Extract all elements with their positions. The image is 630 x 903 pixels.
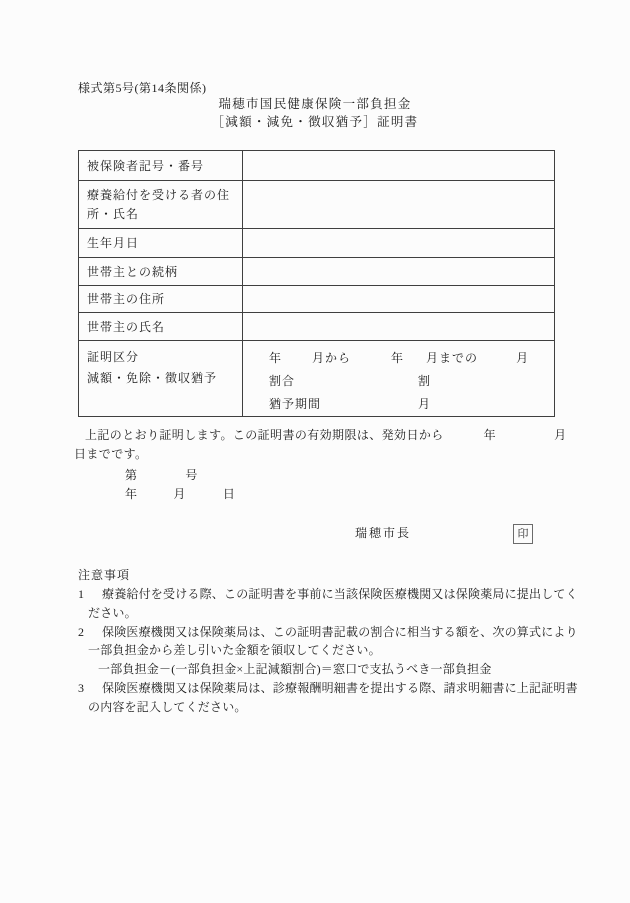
row-value-cell <box>243 286 555 313</box>
ratio-token: 割合 <box>269 374 296 388</box>
table-row-birthdate <box>79 229 555 258</box>
document-title-line1: 瑞穂市国民健康保険一部負担金 <box>218 97 412 111</box>
row-label-text: 生年月日 <box>87 236 140 250</box>
row-label <box>79 229 243 258</box>
row-value-cell <box>243 258 555 286</box>
note-item-2-line-1 <box>78 623 578 642</box>
statement-year-token: 年 <box>483 428 497 442</box>
row-label-text: 所・氏名 <box>87 206 140 221</box>
deferment-token: 猶予期間 <box>269 397 322 411</box>
note-item-1-line-1 <box>78 585 578 604</box>
row-label <box>79 341 243 417</box>
row-label-text: 減額・免除・徴収猶予 <box>87 371 218 385</box>
deferment-line <box>269 393 546 416</box>
note-number: 2 <box>78 624 85 639</box>
note-item-1-line-2: ださい。 <box>88 605 137 620</box>
table-row-householder-address <box>79 286 555 313</box>
table-row-relationship <box>79 258 555 286</box>
row-label <box>79 286 243 313</box>
row-label <box>79 151 243 181</box>
note-item-3-line-2: の内容を記入してください。 <box>88 699 247 714</box>
table-row-certification-category <box>79 341 555 417</box>
note-text: 保険医療機関又は保険薬局は、診療報酬明細書を提出する際、請求明細書に上記証明書 <box>102 680 578 695</box>
period-token: 月から <box>312 351 352 365</box>
row-label <box>79 258 243 286</box>
ratio-line <box>269 370 546 393</box>
row-label-text: 被保険者記号・番号 <box>87 158 205 173</box>
ref-token: 号 <box>185 468 198 482</box>
row-value-cell <box>243 229 555 258</box>
mayor-signature-label: 瑞穂市長 <box>355 526 412 540</box>
table-row-insured-number <box>79 151 555 181</box>
note-text: 療養給付を受ける際、この証明書を事前に当該保険医療機関又は保険薬局に提出してく <box>102 587 578 601</box>
form-number: 様式第5号(第14条関係) <box>78 81 207 95</box>
note-number: 3 <box>78 680 85 695</box>
row-label-text: 証明区分 <box>87 350 140 364</box>
period-token: 年 <box>391 351 405 365</box>
period-line <box>269 347 546 370</box>
certification-statement <box>74 426 567 504</box>
date-token: 年 <box>125 487 138 501</box>
row-value-cell <box>243 181 555 229</box>
period-token: 月までの <box>426 351 479 365</box>
statement-line1 <box>74 426 567 445</box>
document-title-line2: ［減額・減免・徴収猶予］証明書 <box>211 114 419 129</box>
notes-heading: 注意事項 <box>78 568 131 582</box>
seal-placeholder: 印 <box>513 524 533 544</box>
form-table <box>78 150 555 417</box>
deferment-token: 月 <box>418 397 432 411</box>
row-label-text: 世帯主の氏名 <box>87 319 166 334</box>
statement-line1-text: 上記のとおり証明します。この証明書の有効期限は、発効日から <box>85 428 444 442</box>
note-number: 1 <box>78 587 85 601</box>
statement-month-token: 月 <box>554 428 567 442</box>
row-value-cell <box>243 313 555 341</box>
date-token: 日 <box>222 487 236 501</box>
table-row-recipient-address-name <box>79 181 555 229</box>
document-ref-number-line <box>74 466 564 485</box>
note-item-2-line-2: 一部負担金から差し引いた金額を領収してください。 <box>88 643 381 658</box>
notes-list <box>78 585 578 717</box>
date-token: 月 <box>173 487 186 501</box>
statement-line2: 日までです。 <box>74 447 148 461</box>
note-item-2-formula: 一部負担金－(一部負担金×上記減額割合)＝窓口で支払うべき一部負担金 <box>98 662 492 677</box>
issue-date-line <box>74 485 564 504</box>
row-label-text: 世帯主の住所 <box>87 292 166 306</box>
row-label-text: 療養給付を受ける者の住 <box>87 187 231 202</box>
note-item-3-line-1 <box>78 679 578 698</box>
table-row-householder-name <box>79 313 555 341</box>
row-value-cell <box>243 151 555 181</box>
row-value-cell <box>243 341 555 417</box>
ref-token: 第 <box>125 468 138 482</box>
row-label <box>79 181 243 229</box>
row-label-text: 世帯主との続柄 <box>87 264 179 279</box>
period-token: 年 <box>269 351 283 365</box>
note-text: 保険医療機関又は保険薬局は、この証明書記載の割合に相当する額を、次の算式により <box>102 624 578 639</box>
document-title <box>0 96 630 131</box>
row-label <box>79 313 243 341</box>
period-token: 月 <box>516 351 530 365</box>
ratio-token: 割 <box>418 374 432 388</box>
